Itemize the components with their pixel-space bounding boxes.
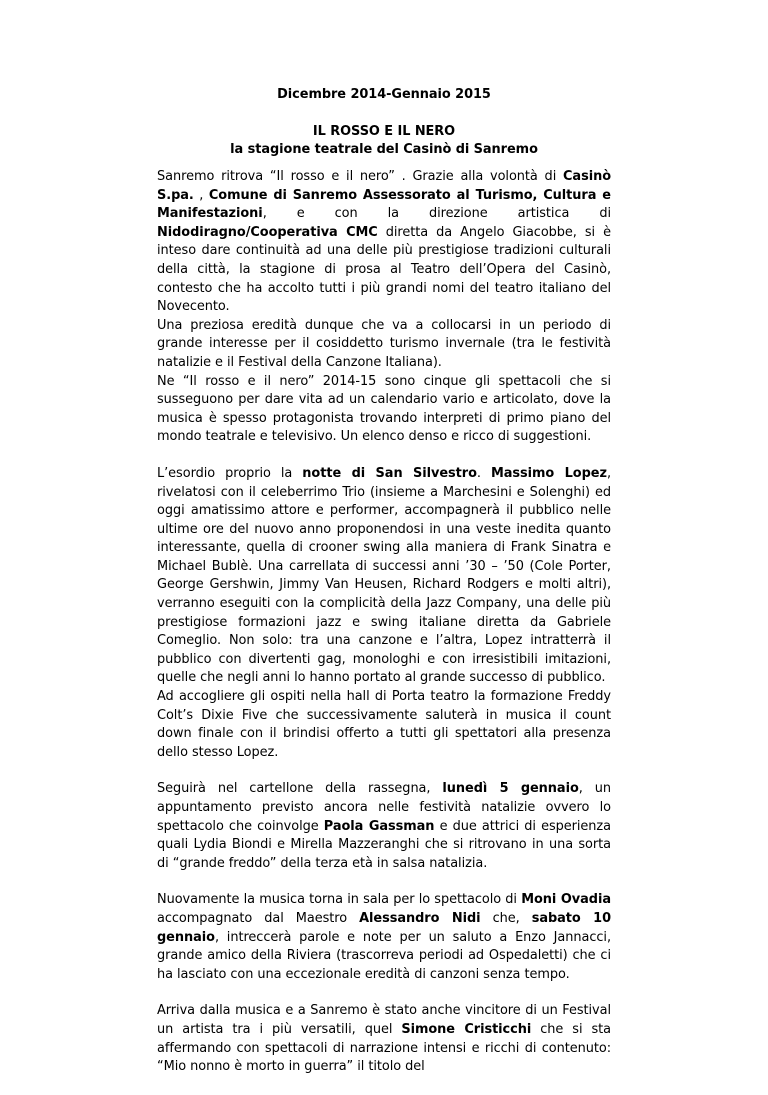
bold-text: sabato 10 gennaio: [157, 910, 611, 945]
paragraph-intro: [157, 168, 611, 447]
text-span: Seguirà nel cartellone della rassegna,: [157, 781, 443, 797]
text-span: Ne “Il rosso e il nero” 2014-15 sono cinque gli spettacoli che si susseguono per dare vita ad un calendario vario e articolato, dove la musica è spesso protagonista trovando interpreti di primo piano del mondo teatrale e televisivo. Un elenco denso e ricco di suggestioni.: [157, 373, 611, 445]
header-title: IL ROSSO E IL NERO: [312, 123, 456, 139]
text-span: e due attrici di esperienza quali Lydia Biondi e Mirella Mazzeranghi che si ritrovano in una sorta di “grande freddo” della terza età in salsa natalizia.: [157, 818, 611, 871]
text-span: che si sta affermando con spettacoli di narrazione intensi e ricchi di contenuto: “Mio nonno è morto in guerra” il titolo del: [157, 1021, 611, 1075]
bold-text: Paola Gassman: [323, 818, 435, 834]
text-span: , intreccerà parole e note per un saluto a Enzo Jannacci, grande amico della Riviera (trascorreva periodi ad Ospedaletti) che ci ha lasciato con una eccezionale eredità di canzoni senza tempo.: [157, 929, 611, 982]
paragraph-gassman: [157, 780, 611, 873]
text-span: diretta da Angelo Giacobbe, si è inteso dare continuità ad una delle più prestigiose tradizioni culturali della città, la stagione di prosa al Teatro dell’Opera del Casinò, contesto che ha accolto tutti i più grandi nomi del teatro italiano del Novecento.: [157, 224, 611, 315]
text-span: Arriva dalla musica e a Sanremo è stato anche vincitore di un Festival un artista tra i più versatili, quel: [157, 1003, 611, 1037]
text-span: che,: [480, 910, 532, 926]
header-subtitle: la stagione teatrale del Casinò di Sanremo: [230, 142, 538, 158]
text-span: , rivelatosi con il celeberrimo Trio (insieme a Marchesini e Solenghi) ed oggi amatissimo attore e performer, accompagnerà il pubblico nelle ultime ore del nuovo anno proponendosi in una veste inedita quanto interessante, quella di crooner swing alla maniera di Frank Sinatra e Michael Bublè. Una carrellata di successi anni ’30 – ’50 (Cole Porter, George Gershwin, Jimmy Van Heusen, Richard Rodgers e molti altri), verranno eseguiti con la complicità della Jazz Company, una delle più prestigiose formazioni jazz e swing italiane diretta da Gabriele Comeglio. Non solo: tra una canzone e l’altra, Lopez intratterrà il pubblico con divertenti gag, monologhi e con irresistibili imitazioni, quelle che negli anni lo hanno portato al grande successo di pubblico.: [157, 465, 611, 686]
text-span: Nuovamente la musica torna in sala per lo spettacolo di: [157, 892, 522, 908]
header-date: Dicembre 2014-Gennaio 2015: [277, 87, 491, 102]
paragraph-cristicchi: [157, 1002, 611, 1076]
bold-text: Alessandro Nidi: [359, 910, 481, 926]
paragraph-lopez: [157, 465, 611, 763]
bold-text: Massimo Lopez: [490, 465, 607, 481]
document-body: [157, 168, 611, 1095]
paragraph-ovadia: [157, 891, 611, 984]
text-span: L’esordio proprio la: [157, 465, 303, 481]
text-span: Sanremo ritrova “Il rosso e il nero” . Grazie alla volontà di: [157, 169, 564, 184]
text-span: , un appuntamento previsto ancora nelle festività natalizie ovvero lo spettacolo che coinvolge: [157, 781, 611, 834]
document-header: [157, 86, 611, 160]
text-span: .: [476, 465, 491, 481]
text-span: Ad accogliere gli ospiti nella hall di Porta teatro la formazione Freddy Colt’s Dixie Five che successivamente saluterà in musica il count down finale con il brindisi offerto a tutti gli spettatori alla presenza dello stesso Lopez.: [157, 689, 611, 760]
bold-text: Comune di Sanremo Assessorato al Turismo, Cultura e Manifestazioni: [157, 187, 611, 222]
bold-text: Casinò S.pa.: [157, 169, 611, 203]
bold-text: lunedì 5 gennaio: [442, 781, 579, 797]
bold-text: Nidodiragno/Cooperativa CMC: [157, 224, 378, 240]
bold-text: Moni Ovadia: [521, 892, 611, 908]
text-span: Una preziosa eredità dunque che va a collocarsi in un periodo di grande interesse per il cosiddetto turismo invernale (tra le festività natalizie e il Festival della Canzone Italiana).: [157, 317, 611, 370]
text-span: , e con la direzione artistica di: [262, 206, 611, 222]
bold-text: notte di San Silvestro: [302, 465, 477, 481]
text-span: ,: [193, 187, 209, 203]
bold-text: Simone Cristicchi: [401, 1021, 532, 1037]
text-span: accompagnato dal Maestro: [157, 910, 360, 926]
